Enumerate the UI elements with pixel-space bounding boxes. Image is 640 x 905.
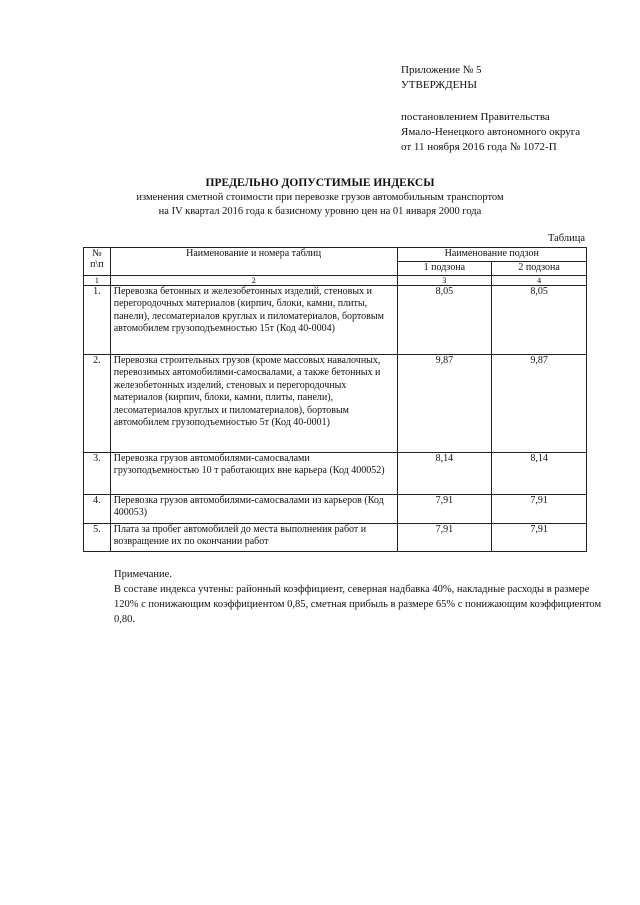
row-zone-1: 7,91 [397,494,492,523]
row-zone-2: 8,05 [492,285,587,354]
table-caption: Таблица [547,233,585,244]
column-index: 1 [84,275,111,285]
subtitle-line-1: изменения сметной стоимости при перевозке грузов автомобильным транспортом [136,192,504,203]
row-name: Перевозка строительных грузов (кроме массовых навалочных, перевозимых автомобилями-самосвалами, а также бетонных и железобетонных изделий, стеновых и перегородочных материалов (кирпич, блоки, камни, плиты, панели), лесоматериалов круглых и пиломатериалов), бортовым автомобилем грузоподъемностью 5т (Код 40-0001) [110,354,397,452]
column-index: 3 [397,275,492,285]
resolution-line: постановлением Правительства [401,111,550,123]
note-heading: Примечание. [114,569,172,580]
column-index: 4 [492,275,587,285]
header-zone-2: 2 подзона [492,262,587,276]
document-subtitle [0,191,640,219]
header-zones: Наименование подзон [397,248,586,262]
table-row [84,523,587,551]
row-name: Плата за пробег автомобилей до места выполнения работ и возвращение их по окончании работ [110,523,397,551]
table-row [84,494,587,523]
row-number: 3. [84,452,111,494]
row-name: Перевозка грузов автомобилями-самосвалами из карьеров (Код 400053) [110,494,397,523]
table-row [84,452,587,494]
note-text: В составе индекса учтены: районный коэффициент, северная надбавка 40%, накладные расходы в размере 120% с понижающим коэффициентом 0,85, сметная прибыль в размере 65% с понижающим коэффициентом 0,80. [114,584,602,625]
table-row [84,354,587,452]
row-number: 2. [84,354,111,452]
column-index: 2 [110,275,397,285]
row-zone-2: 7,91 [492,523,587,551]
column-index-row [84,275,587,285]
document-title: ПРЕДЕЛЬНО ДОПУСТИМЫЕ ИНДЕКСЫ [205,177,435,189]
subtitle-line-2: на IV квартал 2016 года к базисному уровню цен на 01 января 2000 года [158,206,482,217]
approved-label: УТВЕРЖДЕНЫ [401,79,477,91]
row-number: 5. [84,523,111,551]
approval-block [401,63,580,155]
row-zone-2: 8,14 [492,452,587,494]
resolution-date: от 11 ноября 2016 года № 1072-П [401,141,557,153]
row-zone-2: 9,87 [492,354,587,452]
row-number: 1. [84,285,111,354]
row-name: Перевозка грузов автомобилями-самосвалами грузоподъемностью 10 т работающих вне карьера (Код 400052) [110,452,397,494]
header-name: Наименование и номера таблиц [110,248,397,276]
note-block [114,567,614,627]
table-row [84,285,587,354]
row-zone-1: 9,87 [397,354,492,452]
row-zone-1: 8,14 [397,452,492,494]
index-table [83,247,587,552]
row-number: 4. [84,494,111,523]
government-line: Ямало-Ненецкого автономного округа [401,126,581,138]
row-zone-2: 7,91 [492,494,587,523]
appendix-number: Приложение № 5 [401,64,482,76]
row-zone-1: 7,91 [397,523,492,551]
row-zone-1: 8,05 [397,285,492,354]
header-zone-1: 1 подзона [397,262,492,276]
row-name: Перевозка бетонных и железобетонных изделий, стеновых и перегородочных материалов (кирпич, блоки, камни, плиты, панели), лесоматериалов круглых и пиломатериалов, бортовым автомобилем грузоподъемностью 15т (Код 40-0004) [110,285,397,354]
header-number: № п\п [84,248,111,276]
